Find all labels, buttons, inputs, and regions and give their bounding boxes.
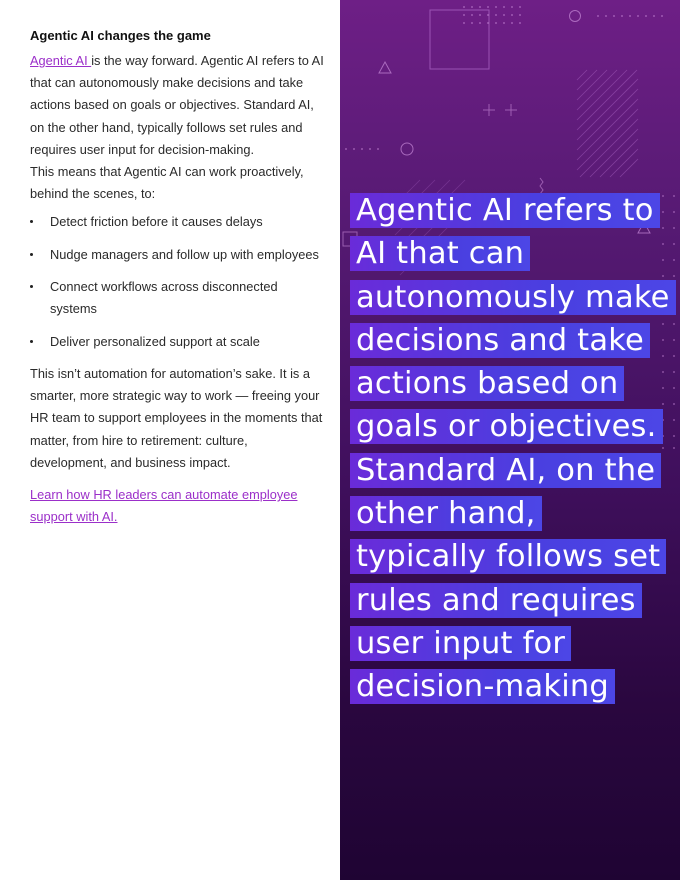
bullet-icon: [30, 220, 33, 223]
bullet-icon: [30, 253, 33, 256]
list-item: Deliver personalized support at scale: [30, 331, 326, 353]
list-item: Nudge managers and follow up with employees: [30, 244, 326, 266]
list-item: Connect workflows across disconnected systems: [30, 276, 326, 320]
circle-outline-icon: [570, 11, 581, 22]
quote-panel: [340, 0, 680, 880]
intro-paragraph-2: This means that Agentic AI can work proactively, behind the scenes, to:: [30, 164, 304, 202]
dot-line-icon: [597, 15, 663, 17]
article-heading: Agentic AI changes the game: [30, 28, 211, 43]
learn-more-link[interactable]: Learn how HR leaders can automate employee support with AI.: [30, 487, 298, 525]
bullet-icon: [30, 285, 33, 288]
plus-icon: [483, 104, 517, 116]
dot-line-icon-left: [345, 148, 379, 150]
intro-text: is the way forward. Agentic AI refers to AI that can autonomously make decisions and take actions based on goals or objectives. Standard AI, on the other hand, typically follows set rules and requires user input for decision-making.: [30, 53, 324, 157]
pull-quote: [350, 189, 670, 709]
bullet-list: [30, 211, 326, 352]
agentic-ai-link[interactable]: Agentic AI: [30, 53, 92, 68]
triangle-outline-icon: [379, 62, 391, 73]
hatch-pattern-icon: [577, 70, 638, 177]
pull-quote-text: Agentic AI refers to AI that can autonomously make decisions and take actions based on goals or objectives. Standard AI, on the other hand, typically follows set rules and requires user input for decision-making: [350, 193, 676, 704]
square-outline-icon: [430, 10, 489, 69]
intro-paragraph: [30, 50, 326, 161]
circle-outline-icon-2: [401, 143, 413, 155]
bullet-icon: [30, 340, 33, 343]
list-item: Detect friction before it causes delays: [30, 211, 326, 233]
dot-grid-icon: [463, 6, 521, 24]
closing-paragraph: This isn’t automation for automation’s sake. It is a smarter, more strategic way to work — freeing your HR team to support employees in the moments that matter, from hire to retirement: culture, development, and business impact.: [30, 365, 323, 470]
